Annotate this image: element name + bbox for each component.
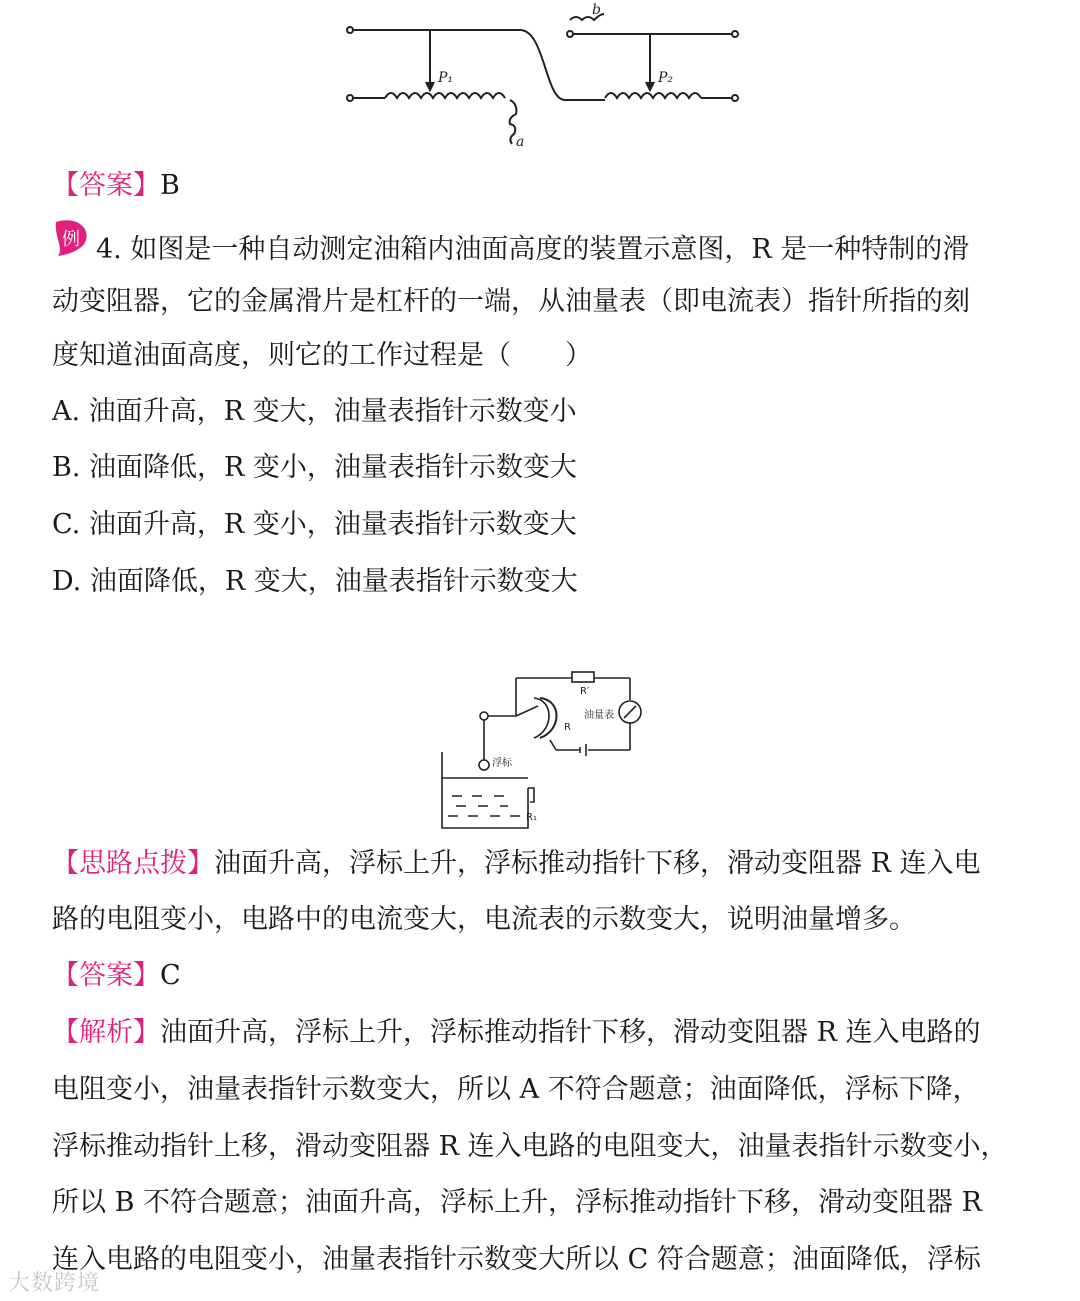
rheostat-circuit-figure [330,0,750,150]
watermark: 大数跨境 [8,1271,101,1296]
hint-text-1: 油面升高，浮标上升，浮标推动指针下移，滑动变阻器 R 连入电 [214,848,981,879]
label-b: b [592,2,601,18]
analysis-line-4: 所以 B 不符合题意；油面升高，浮标上升，浮标推动指针下移，滑动变阻器 R [52,1187,982,1218]
hint-line-2: 路的电阻变小，电路中的电流变大，电流表的示数变大，说明油量增多。 [52,904,916,935]
example-badge-icon [50,218,94,258]
label-p1: P₁ [438,70,454,86]
answer-tag: 【答案】 [52,170,160,201]
analysis-text-1: 油面升高，浮标上升，浮标推动指针下移，滑动变阻器 R 连入电路的 [160,1017,981,1048]
label-p2: P₂ [658,70,674,86]
analysis-tag: 【解析】 [52,1017,160,1048]
label-meter: 油量表 [584,710,614,721]
label-a: a [516,134,525,150]
answer-line-2 [52,958,181,994]
question-line-1: 4. 如图是一种自动测定油箱内油面高度的装置示意图，R 是一种特制的滑 [96,234,970,265]
label-r: R [564,722,571,733]
option-a: A. 油面升高，R 变大，油量表指针示数变小 [52,396,577,427]
answer-line-1 [52,168,180,204]
question-line-3: 度知道油面高度，则它的工作过程是（ ） [52,340,592,371]
hint-tag: 【思路点拨】 [52,848,214,879]
option-d: D. 油面降低，R 变大，油量表指针示数变大 [52,566,578,597]
example-badge-text: 例 [62,229,80,250]
answer-value: B [160,170,180,201]
analysis-line-3: 浮标推动指针上移，滑动变阻器 R 连入电路的电阻变大，油量表指针示数变小， [52,1131,1008,1162]
question-line-2: 动变阻器，它的金属滑片是杠杆的一端，从油量表（即电流表）指针所指的刻 [52,286,970,317]
option-c: C. 油面升高，R 变小，油量表指针示数变大 [52,509,577,540]
label-float: 浮标 [492,758,512,769]
oil-tank-figure [438,668,648,833]
label-rprime: R′ [580,686,590,697]
analysis-line-1 [52,1015,981,1051]
hint-line-1 [52,846,981,882]
label-r1: R₁ [526,812,537,823]
option-b: B. 油面降低，R 变小，油量表指针示数变大 [52,452,577,483]
answer-value: C [160,960,181,991]
answer-tag: 【答案】 [52,960,160,991]
analysis-line-5: 连入电路的电阻变小，油量表指针示数变大所以 C 符合题意；油面降低，浮标 [52,1244,981,1275]
analysis-line-2: 电阻变小，油量表指针示数变大，所以 A 不符合题意；油面降低，浮标下降， [52,1074,980,1105]
